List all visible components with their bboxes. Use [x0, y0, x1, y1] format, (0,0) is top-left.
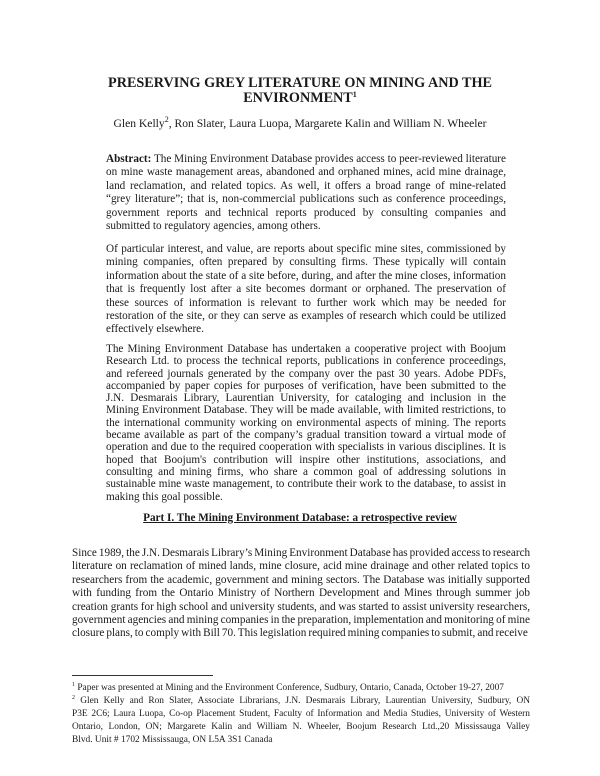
paragraph-line: Of particular interest, and value, are reports about specific mine sites, commissioned by	[106, 243, 506, 255]
footnote-text: P3E 2C6; Laura Luopa, Co-op Placement Student, Faculty of Information and Media Studies, University of Western	[72, 709, 530, 719]
paragraph-line: government agencies and mining companies in the preparation, implementation and monitoring of mine	[72, 613, 530, 626]
footnotes	[72, 682, 530, 747]
title-line-1: PRESERVING GREY LITERATURE ON MINING AND THE	[108, 75, 492, 91]
footnote-line	[72, 682, 530, 695]
paragraph-line: became available as part of the company’s gradual transition toward a virtual mode of	[106, 429, 506, 442]
footnote-text: Blvd. Unit # 1702 Mississauga, ON L5A 3S1 Canada	[72, 735, 273, 745]
paragraph-line: restoration of the site, or they can serve as examples of research which could be utilized	[106, 309, 506, 322]
paragraph-line: mining companies, often prepared by consulting firms. These typically will contain	[106, 256, 506, 269]
paragraph-line: Mining Environment Database. They will be made available, with limited restrictions, to	[106, 404, 506, 417]
paragraph-line: creation grants for high school and university students, and was started to assist university researchers,	[72, 600, 530, 613]
paragraph-line: Since 1989, the J.N. Desmarais Library’s Mining Environment Database has provided access to research	[72, 547, 530, 559]
abstract	[106, 153, 506, 233]
abstract-line: “grey literature”; that is, non-commercial publications such as conference proceedings,	[106, 193, 506, 206]
author-footnote-mark: 2	[164, 115, 169, 124]
title-line-2-text: ENVIRONMENT	[243, 90, 353, 106]
abstract-line: submitted to regulatory agencies, among others.	[106, 219, 321, 232]
author-list	[60, 117, 540, 130]
footnote-mark: 1	[72, 682, 75, 688]
footnote-text: Glen Kelly and Ron Slater, Associate Librarians, J.N. Desmarais Library, Laurentian University, Sudbury, ON	[80, 696, 530, 706]
abstract-first-line	[106, 153, 506, 166]
abstract-line: land reclamation, and related topics. As well, it offers a broad range of mine-related	[106, 179, 506, 192]
paragraph-line: effectively elsewhere.	[106, 323, 204, 336]
abstract-line: government reports and technical reports produced by consulting companies and	[106, 206, 506, 219]
title-line-2	[60, 91, 540, 106]
footnote-line	[72, 721, 530, 734]
footnote-line	[72, 708, 530, 721]
paragraph-4	[72, 547, 530, 641]
footnote-divider	[72, 675, 213, 676]
paragraph-line: that is frequently lost after a site becomes dormant or orphaned. The preservation of	[106, 283, 506, 296]
abstract-line: on mine waste management areas, abandoned and orphaned mines, acid mine drainage,	[106, 166, 506, 179]
paragraph-line: The Mining Environment Database has undertaken a cooperative project with Boojum	[106, 343, 506, 355]
paper-title	[60, 76, 540, 106]
paragraph-line: the international community working on environmental aspects of mining. The reports	[106, 416, 506, 429]
paragraph-line: J.N. Desmarais Library, Laurentian University, for cataloging and inclusion in the	[106, 392, 506, 405]
paragraph-2	[106, 243, 506, 337]
section-heading-text: Part I. The Mining Environment Database: a retrospective review	[143, 512, 457, 524]
abstract-text: The Mining Environment Database provides access to peer-reviewed literature	[151, 153, 506, 165]
paragraph-line: and refereed journals generated by the company over the past 30 years. Adobe PDFs,	[106, 367, 506, 380]
footnote-text: Ontario, London, ON; Margarete Kalin and William N. Wheeler, Boojum Research Ltd.,20 Mississauga Valley	[72, 722, 530, 732]
paragraph-line: researchers from the academic, government and mining sectors. The Database was initially supported	[72, 573, 530, 586]
paragraph-3	[106, 343, 506, 503]
paragraph-line: Research Ltd. to process the technical reports, publications in conference proceedings,	[106, 355, 506, 368]
footnote-mark: 2	[72, 695, 75, 701]
paragraph-line: operation and due to the required cooperation with specialists in various disciplines. It is	[106, 441, 506, 454]
abstract-label: Abstract:	[106, 153, 152, 165]
paragraph-line: literature on reclamation of mined lands, mine closure, acid mine drainage and other related topics to	[72, 560, 530, 573]
paragraph-line: sustainable mine waste management, to contribute their work to the database, to assist in	[106, 478, 506, 491]
first-author: Glen Kelly	[113, 117, 165, 130]
paragraph-line: making this goal possible.	[106, 490, 223, 503]
paragraph-line: information about the state of a site before, during, and after the mine closes, information	[106, 269, 506, 282]
paragraph-line: hoped that Boojum's contribution will inspire other institutions, associations, and	[106, 453, 506, 466]
title-footnote-mark: 1	[352, 90, 357, 99]
paragraph-line: with funding from the Ontario Ministry of Northern Development and Mines through summer job	[72, 587, 530, 600]
paragraph-line: consulting and mining firms, who share a common goal of addressing solutions in	[106, 465, 506, 478]
footnote-line	[72, 695, 530, 708]
paragraph-line: these sources of information is relevant to further work which may be needed for	[106, 296, 506, 309]
footnote-line	[72, 734, 530, 747]
paragraph-line: closure plans, to comply with Bill 70. This legislation required mining companies to submit, and receive	[72, 627, 528, 640]
other-authors: , Ron Slater, Laura Luopa, Margarete Kalin and William N. Wheeler	[168, 117, 487, 130]
section-heading	[60, 512, 540, 524]
footnote-text: Paper was presented at Mining and the Environment Conference, Sudbury, Ontario, Canada, October 19-27, 2007	[77, 683, 504, 693]
paragraph-line: accompanied by paper copies for purposes of verification, have been submitted to the	[106, 379, 506, 392]
